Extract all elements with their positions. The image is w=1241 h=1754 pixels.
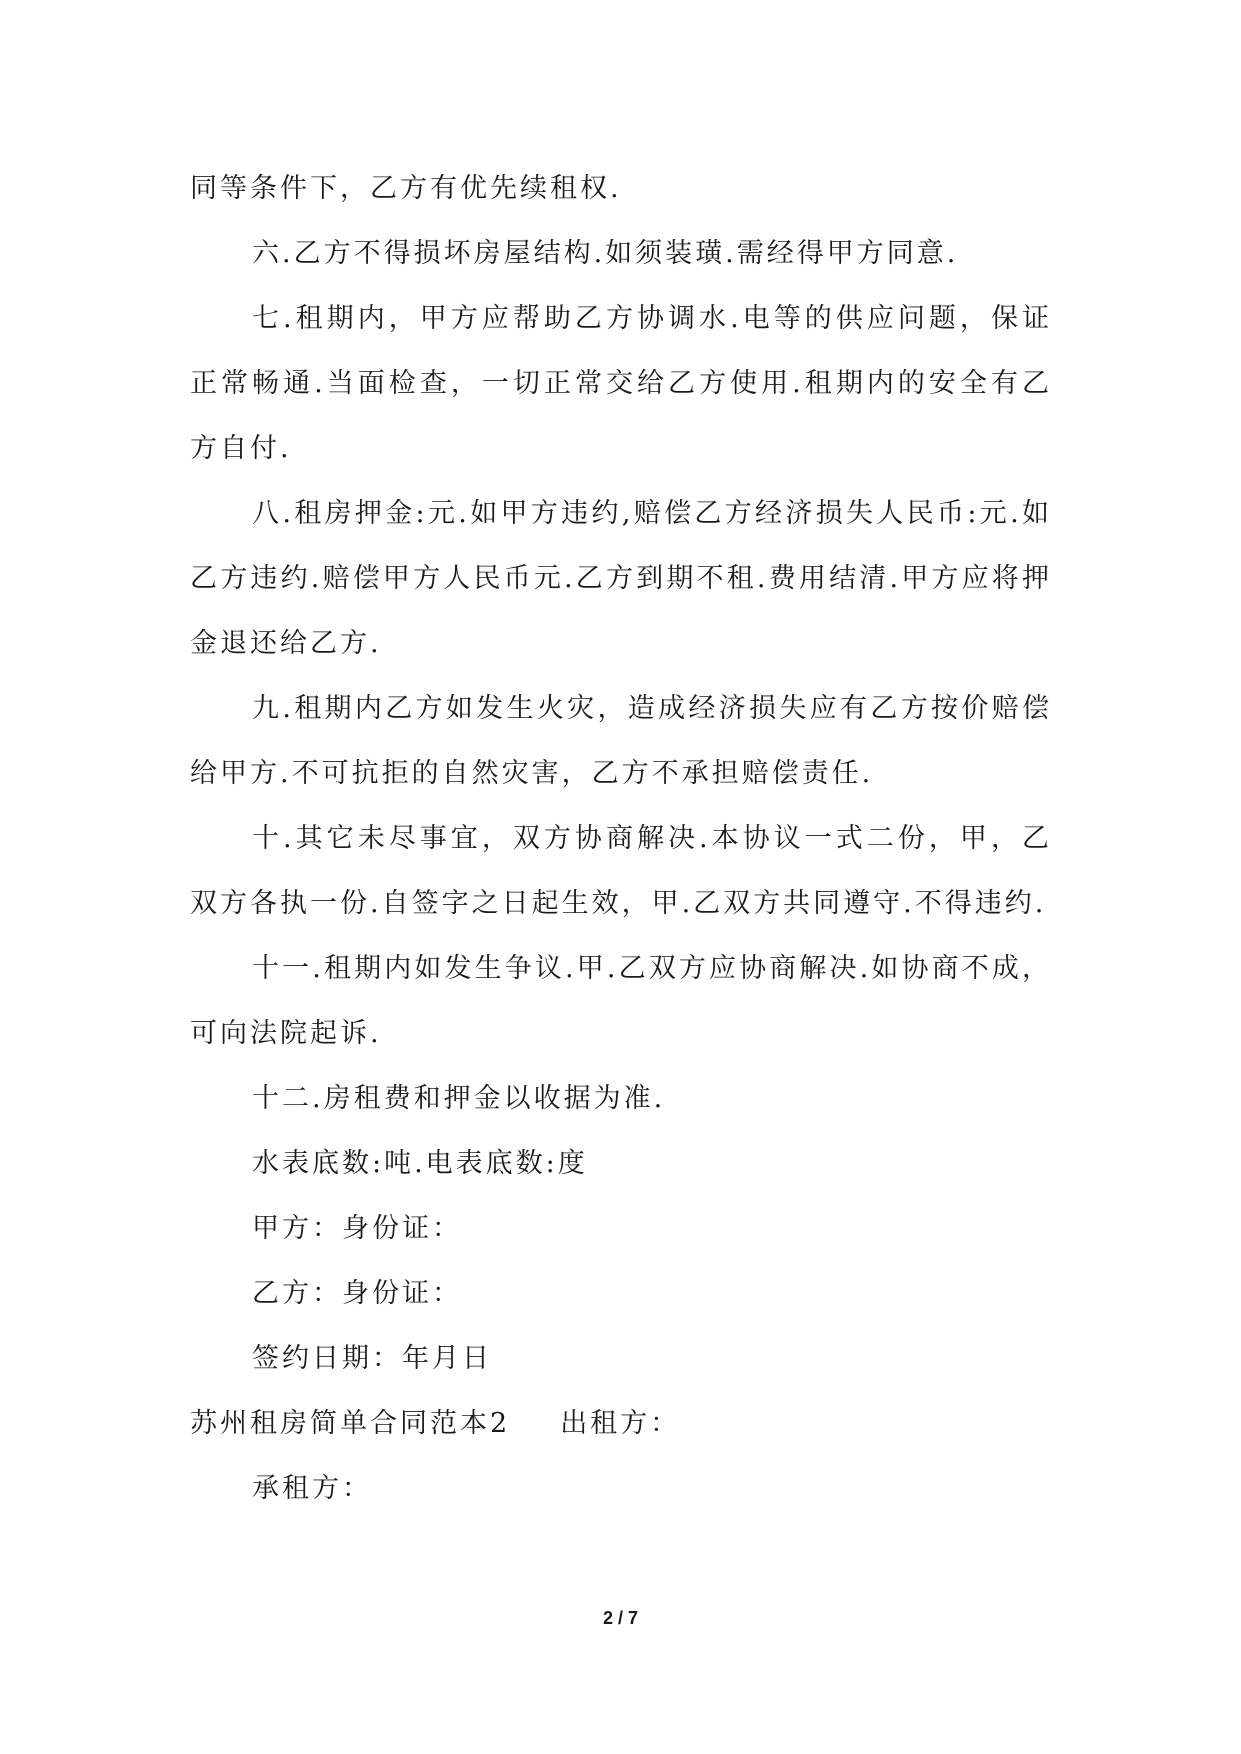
paragraph-clause-5-continued: 同等条件下，乙方有优先续租权. (190, 173, 622, 204)
party-a-id-line: 甲方：身份证： (252, 1213, 462, 1244)
lessee-label: 承租方： (252, 1473, 372, 1504)
section-title-line (190, 1391, 1052, 1456)
paragraph-clause-7: 七.租期内，甲方应帮助乙方协调水.电等的供应问题，保证正常畅通.当面检查，一切正常交给乙方使用.租期内的安全有乙方自付. (190, 303, 1052, 464)
paragraph-clause-8: 八.租房押金:元.如甲方违约,赔偿乙方经济损失人民币:元.如乙方违约.赔偿甲方人民币元.乙方到期不租.费用结清.甲方应将押金退还给乙方. (190, 498, 1052, 659)
paragraph-clause-9: 九.租期内乙方如发生火灾，造成经济损失应有乙方按价赔偿给甲方.不可抗拒的自然灾害，乙方不承担赔偿责任. (190, 693, 1052, 789)
paragraph-clause-11: 十一.租期内如发生争议.甲.乙双方应协商解决.如协商不成，可向法院起诉. (190, 953, 1052, 1049)
page-number: 2 / 7 (602, 1608, 639, 1628)
paragraph-clause-10: 十.其它未尽事宜，双方协商解决.本协议一式二份，甲，乙双方各执一份.自签字之日起生效，甲.乙双方共同遵守.不得违约. (190, 823, 1052, 919)
signing-date-line: 签约日期：年月日 (252, 1343, 492, 1374)
paragraph-clause-12: 十二.房租费和押金以收据为准. (252, 1083, 666, 1114)
section-title: 苏州租房简单合同范本2 (190, 1408, 511, 1439)
party-b-id-line: 乙方：身份证： (252, 1278, 462, 1309)
document-body (190, 156, 1052, 1521)
meter-readings-line: 水表底数:吨.电表底数:度 (252, 1148, 588, 1179)
lessor-label: 出租方： (560, 1408, 681, 1439)
paragraph-clause-6: 六.乙方不得损坏房屋结构.如须装璜.需经得甲方同意. (252, 238, 959, 269)
